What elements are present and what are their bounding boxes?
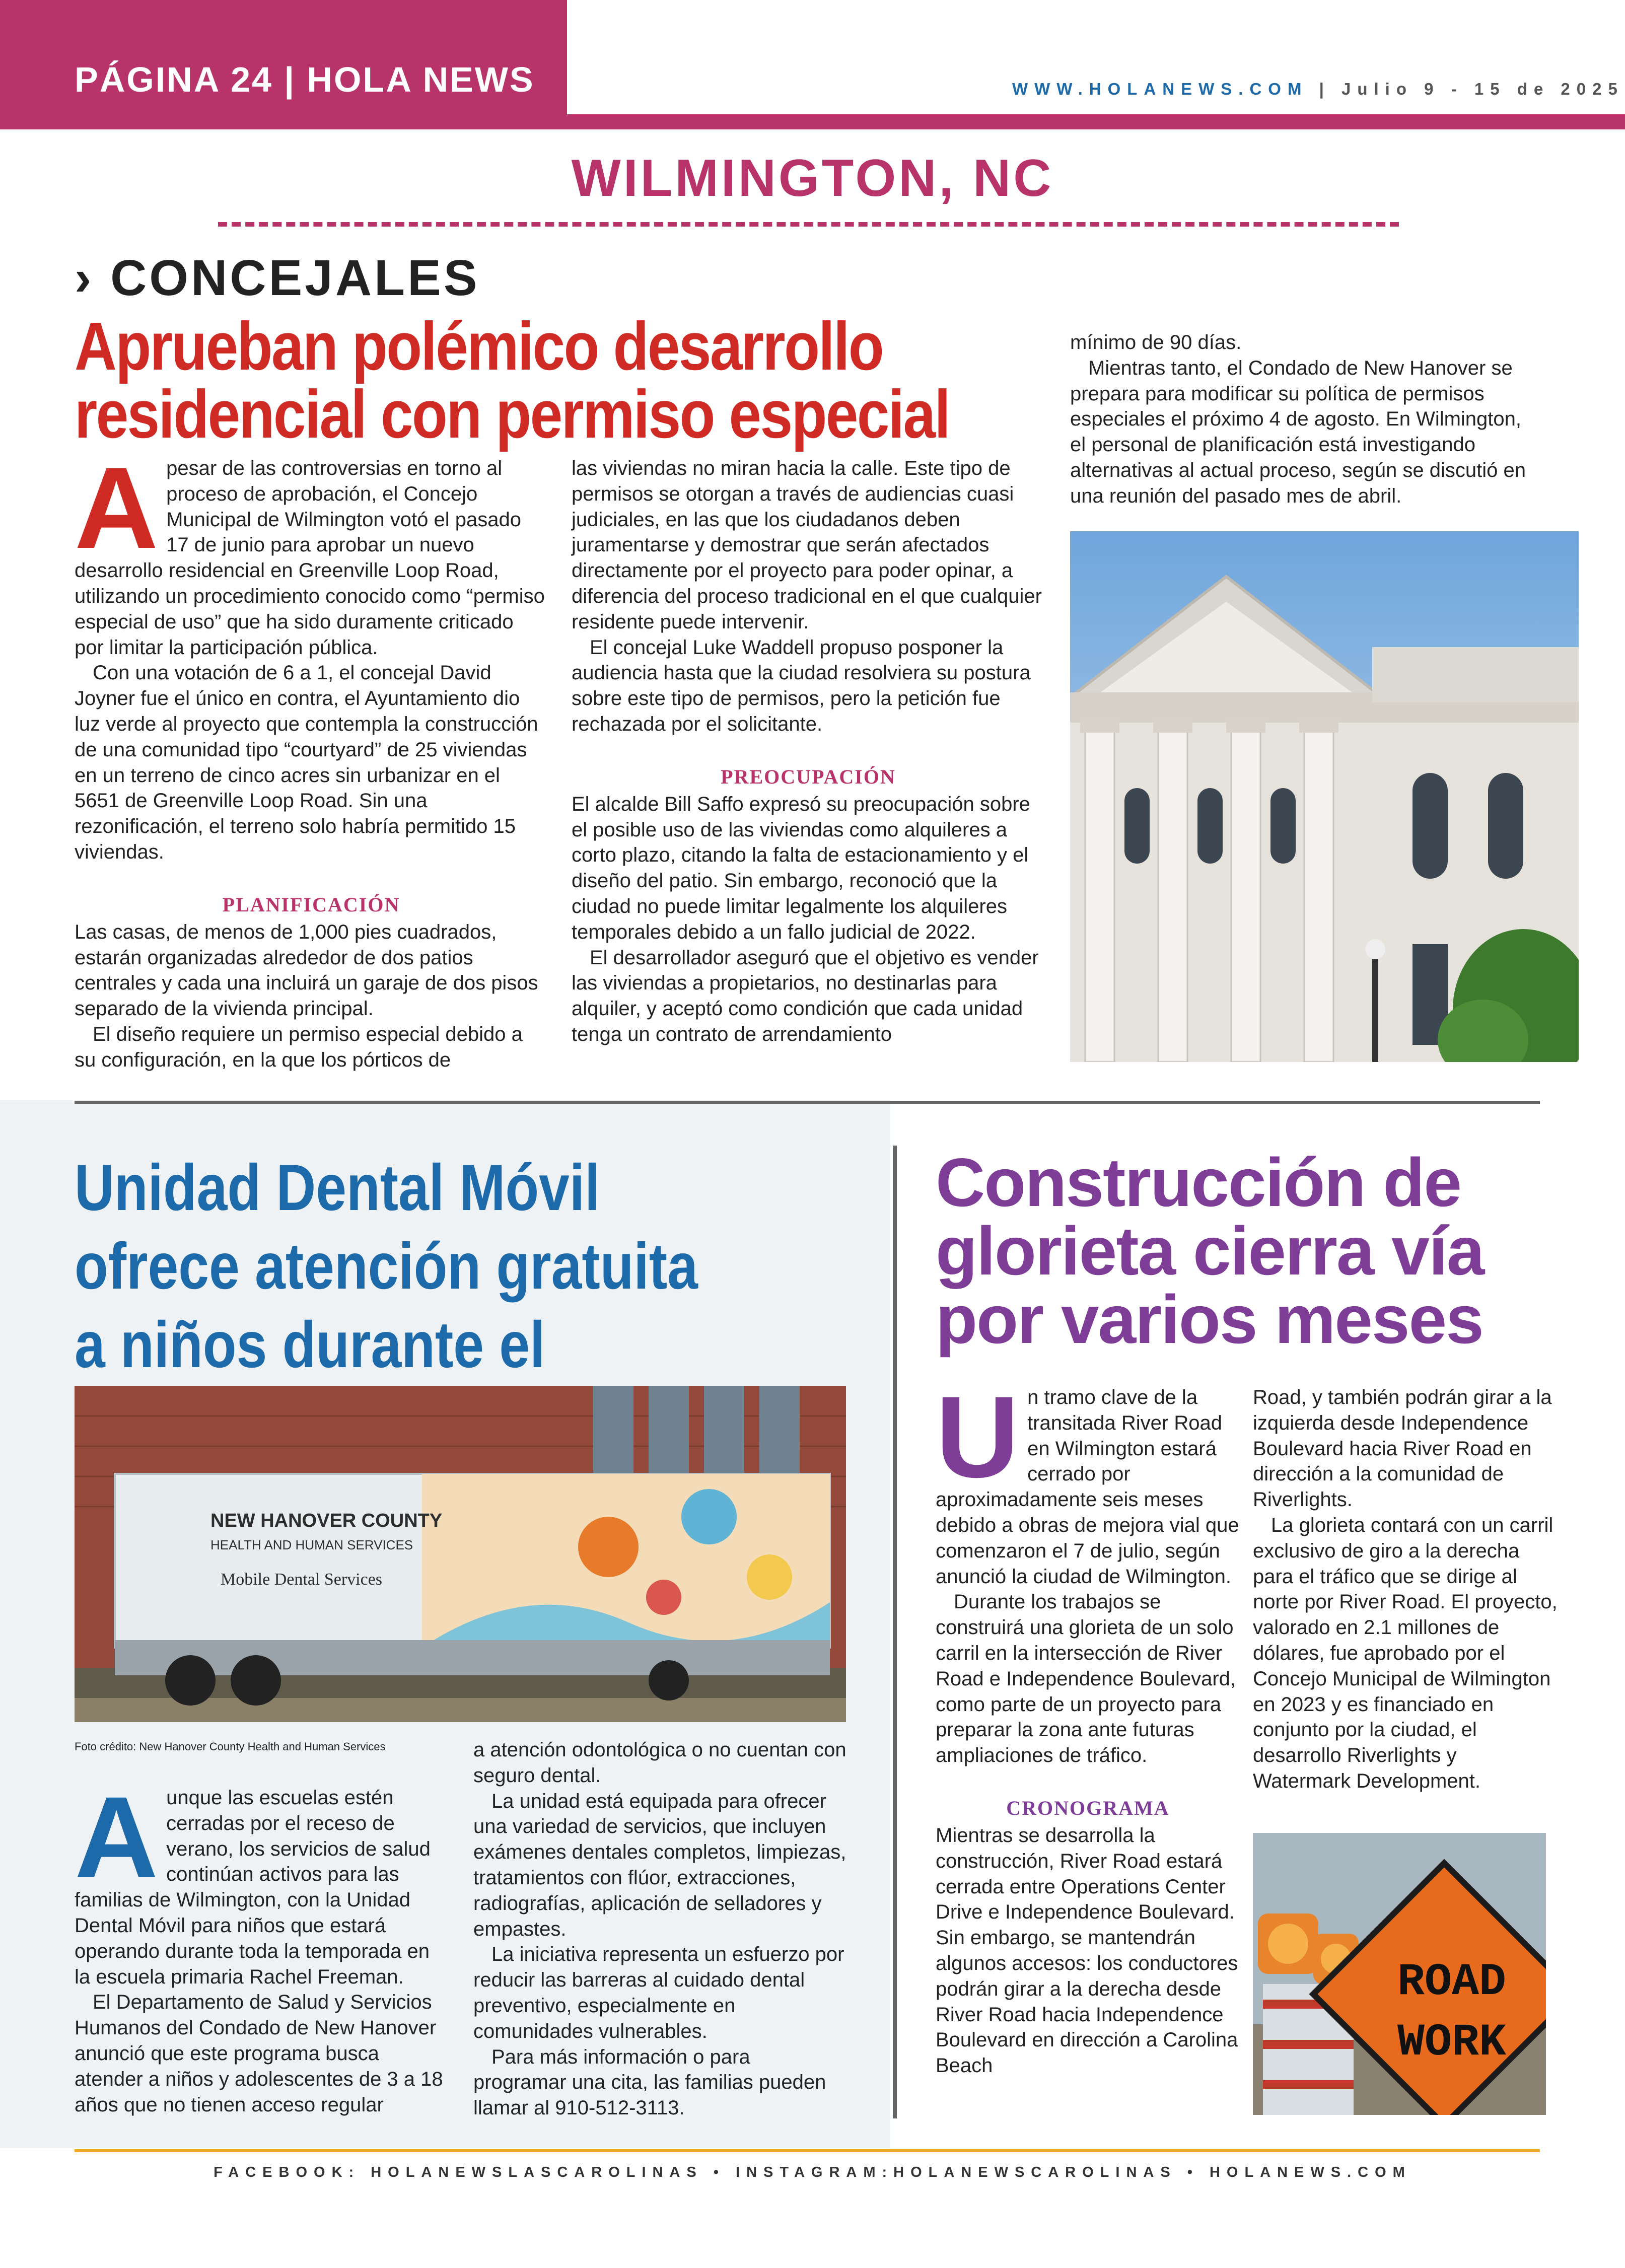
sign-text-road: ROAD: [1397, 1957, 1507, 2008]
photo-caption: Foto crédito: New Hanover County Health and Human Services: [75, 1740, 386, 1753]
truck-text-county: NEW HANOVER COUNTY: [210, 1510, 443, 1531]
article2-column-2: [473, 1737, 849, 2121]
paragraph: La unidad está equipada para ofrecer una variedad de servicios, que incluyen exámenes dentales completos, limpiezas, tratamientos con flúor, extracciones, radiografías, aplicación de selladores y empastes.: [473, 1790, 846, 1940]
dental-truck-photo: [75, 1386, 846, 1722]
article1-headline: [75, 308, 950, 452]
paragraph: Mientras tanto, el Condado de New Hanover se prepara para modificar su política de permisos especiales el próximo 4 de agosto. En Wilmington, el personal de planificación está investigando alternativas al actual proceso, según se discutió en una reunión del pasado mes de abril.: [1070, 357, 1526, 507]
paragraph: El concejal Luke Waddell propuso posponer la audiencia hasta que la ciudad resolviera su postura sobre este tipo de permisos, pero la petición fue rechazada por el solicitante.: [572, 636, 1031, 735]
drop-cap: A: [75, 443, 159, 573]
footer-rule: [75, 2149, 1540, 2152]
divider-rule: [75, 1101, 1540, 1104]
article3-column-2: [1253, 1385, 1558, 1794]
paragraph: Con una votación de 6 a 1, el concejal David Joyner fue el único en contra, el Ayuntamiento dio luz verde al proyecto que contempla la construcción de una comunidad tipo “courtyard” de 25 viviendas en un terreno de cinco acres sin urbanizar en el 5651 de Greenville Loop Road. Sin una rezonificación, el terreno solo habría permitido 15 viviendas.: [75, 662, 538, 863]
paragraph: pesar de las controversias en torno al proceso de aprobación, el Concejo Municipal de Wilmington votó el pasado 17 de junio para aprobar un nuevo desarrollo residencial en Greenville Loop Road, utilizando un procedimiento conocido como “permiso especial de uso” que ha sido duramente criticado por limitar la participación pública.: [75, 457, 545, 659]
website-link[interactable]: WWW.HOLANEWS.COM: [1012, 80, 1308, 98]
paragraph: Mientras se desarrolla la construcción, River Road estará cerrada entre Operations Center Drive e Independence Boulevard. Sin embargo, se mantendrán algunos accesos: los conductores podrán girar a la derecha desde River Road hacia Independence Boulevard en dirección a Carolina Beach: [936, 1824, 1238, 2077]
paragraph: unque las escuelas estén cerradas por el receso de verano, los servicios de salud continúan activos para las familias de Wilmington, con la Unidad Dental Móvil para niños que estará operando durante toda la temporada en la escuela primaria Rachel Freeman.: [75, 1787, 431, 1988]
subheading-planificacion: PLANIFICACIÓN: [222, 893, 400, 916]
paragraph: El desarrollador aseguró que el objetivo es vender las viviendas a propietarios, no destinarlas para alquiler, y aceptó como condición que cada unidad tenga un contrato de arrendamiento: [572, 946, 1039, 1045]
paragraph: Para más información o para programar una cita, las familias pueden llamar al 910-512-3113.: [473, 2045, 826, 2119]
paragraph: Road, y también podrán girar a la izquierda desde Independence Boulevard hacia River Road en dirección a la comunidad de Riverlights.: [1253, 1386, 1552, 1511]
section-rule: [218, 222, 1399, 227]
truck-text-department: HEALTH AND HUMAN SERVICES: [210, 1537, 413, 1552]
paragraph: mínimo de 90 días.: [1070, 331, 1242, 353]
drop-cap: A: [75, 1773, 159, 1902]
road-work-sign-photo: [1253, 1833, 1546, 2115]
page-label: PÁGINA 24 | HOLA NEWS: [75, 60, 535, 99]
drop-cap: U: [936, 1372, 1020, 1502]
paragraph: n tramo clave de la transitada River Road en Wilmington estará cerrado por aproximadamente seis meses debido a obras de mejora vial que comenzaron el 7 de julio, según anunció la ciudad de Wilmington.: [936, 1386, 1239, 1588]
courthouse-photo: [1070, 531, 1579, 1062]
paragraph: La glorieta contará con un carril exclusivo de giro a la derecha para el tráfico que se dirige al norte por River Road. El proyecto, valorado en 2.1 millones de dólares, fue aprobado por el Concejo Municipal de Wilmington en 2023 y es financiado en conjunto por la ciudad, el desarrollo Riverlights y Watermark Development.: [1253, 1514, 1558, 1792]
truck-text-service: Mobile Dental Services: [221, 1570, 383, 1589]
article1-column-1: [75, 443, 548, 1073]
paragraph: El alcalde Bill Saffo expresó su preocupación sobre el posible uso de las viviendas como alquileres a corto plazo, citando la falta de estacionamiento y el diseño del patio. Sin embargo, reconoció que la ciudad no puede limitar legalmente los alquileres temporales debido a un fallo judicial de 2022.: [572, 793, 1030, 943]
paragraph: La iniciativa representa un esfuerzo por reducir las barreras al cuidado dental preventivo, especialmente en comunidades vulnerables.: [473, 1943, 844, 2042]
header-website-date: [1012, 80, 1624, 99]
article2-column-1: [75, 1773, 450, 2117]
article1-column-2: [572, 456, 1045, 1047]
issue-date: | Julio 9 - 15 de 2025: [1308, 80, 1624, 98]
article2-headline: Unidad Dental Móvil ofrece atención gratuita a niños durante el: [75, 1151, 698, 1381]
paragraph: Durante los trabajos se construirá una glorieta de un solo carril en la intersección de River Road e Independence Boulevard, como parte de un proyecto para preparar la zona ante futuras ampliaciones de tráfico.: [936, 1591, 1236, 1767]
section-title: WILMINGTON, NC: [571, 149, 1054, 207]
subheading-preocupacion: PREOCUPACIÓN: [721, 765, 896, 788]
sign-text-work: WORK: [1397, 2017, 1507, 2069]
column-divider: [893, 1146, 897, 2118]
subheading-cronograma: CRONOGRAMA: [1006, 1796, 1170, 1819]
paragraph: El Departamento de Salud y Servicios Humanos del Condado de New Hanover anunció que este programa busca atender a niños y adolescentes de 3 a 18 años que no tienen acceso regular: [75, 1991, 443, 2116]
paragraph: a atención odontológica o no cuentan con seguro dental.: [473, 1739, 846, 1787]
header-rule: [0, 114, 1625, 129]
article1-headline-line1: Aprueban polémico desarrollo: [75, 308, 883, 384]
article1-headline-line2: residencial con permiso especial: [75, 376, 950, 452]
paragraph: El diseño requiere un permiso especial debido a su configuración, en la que los pórticos de: [75, 1023, 523, 1071]
paragraph: Las casas, de menos de 1,000 pies cuadrados, estarán organizadas alrededor de dos patios centrales y cada una incluirá un garaje de dos pisos separado de la vivienda principal.: [75, 920, 538, 1020]
article1-kicker: › CONCEJALES: [75, 250, 480, 306]
footer-social-links[interactable]: FACEBOOK: HOLANEWSLASCAROLINAS • INSTAGRAM:HOLANEWSCAROLINAS • HOLANEWS.COM: [214, 2164, 1411, 2180]
paragraph: las viviendas no miran hacia la calle. Este tipo de permisos se otorgan a través de audiencias cuasi judiciales, en las que los ciudadanos deben juramentarse y demostrar que serán afectados directamente por el proyecto para poder opinar, a diferencia del proceso tradicional en el que cualquier residente puede intervenir.: [572, 457, 1042, 633]
article3-column-1: [936, 1372, 1240, 2079]
article3-headline: Construcción de glorieta cierra vía por varios meses: [936, 1144, 1484, 1358]
article1-column-3: [1070, 330, 1526, 509]
